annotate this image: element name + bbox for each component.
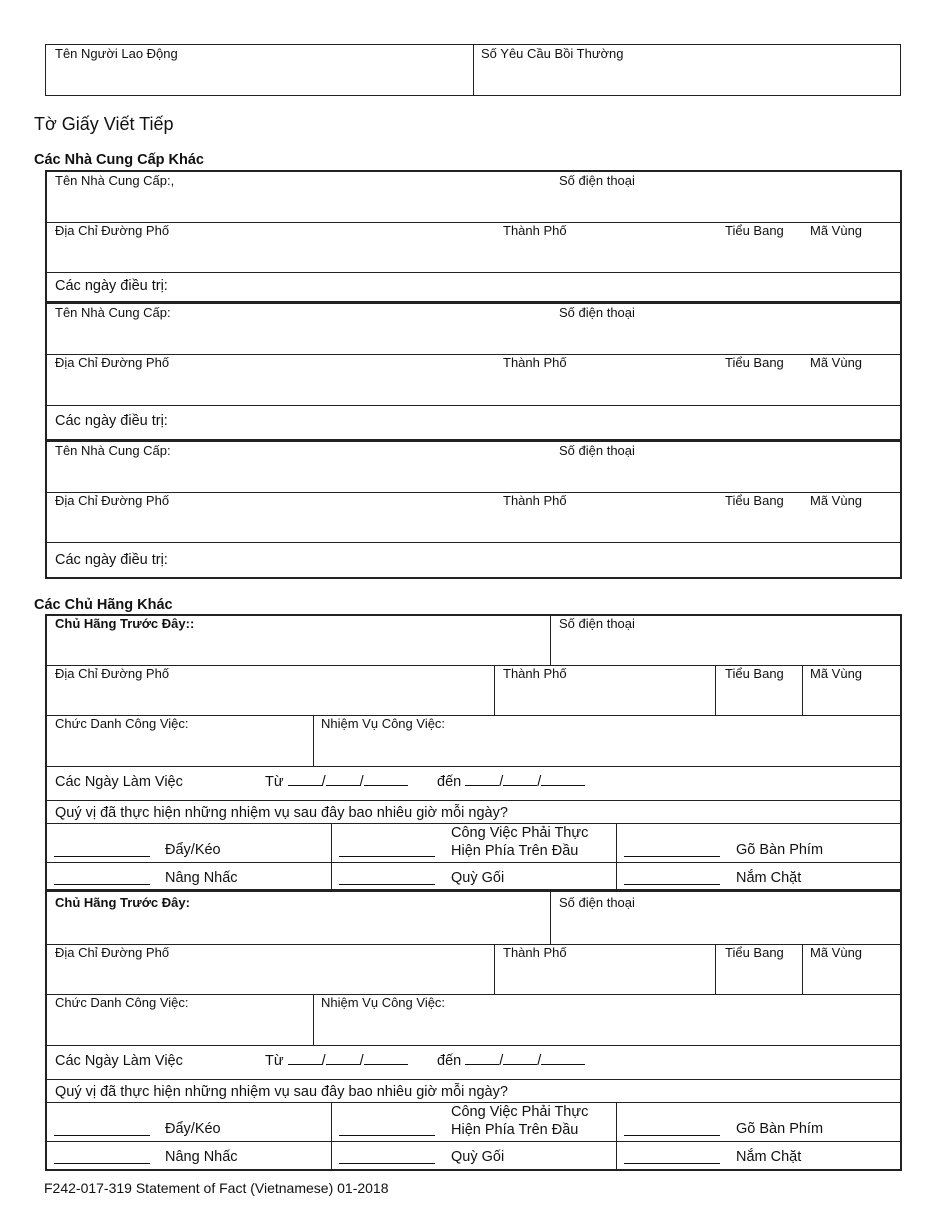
employer-zip-label: Mã Vùng [810, 945, 863, 960]
work-dates-to[interactable]: đến / / [437, 1053, 585, 1069]
lifting-hours[interactable] [54, 873, 150, 885]
providers-section-title: Các Nhà Cung Cấp Khác [34, 152, 204, 168]
employer-state-label: Tiểu Bang [725, 945, 784, 960]
task-keyboard: Gõ Bàn Phím [736, 842, 824, 858]
row-divider [46, 1045, 901, 1046]
provider-street-label: Địa Chỉ Đường Phố [55, 223, 170, 238]
hours-question: Quý vị đã thực hiện những nhiệm vụ sau đây bao nhiêu giờ mỗi ngày? [55, 1084, 508, 1100]
provider-state-label: Tiểu Bang [725, 223, 784, 238]
job-duties-label: Nhiệm Vụ Công Việc: [321, 716, 446, 731]
job-title-label: Chức Danh Công Việc: [55, 995, 189, 1010]
employer-street-label: Địa Chỉ Đường Phố [55, 666, 170, 681]
task-push-pull: Đẩy/Kéo [165, 1121, 221, 1137]
task-kneeling: Quỳ Gối [451, 870, 505, 886]
task-lifting: Nâng Nhấc [165, 1149, 238, 1165]
kneeling-hours[interactable] [339, 873, 435, 885]
job-duties-label: Nhiệm Vụ Công Việc: [321, 995, 446, 1010]
provider-dates-label: Các ngày điều trị: [55, 413, 168, 429]
row-divider [46, 800, 901, 801]
employer-label: Chủ Hãng Trước Đây: [55, 895, 190, 910]
provider-name-label: Tên Nhà Cung Cấp:, [55, 173, 175, 188]
provider-zip-label: Mã Vùng [810, 355, 863, 370]
provider-name-label: Tên Nhà Cung Cấp: [55, 305, 171, 320]
employer-label: Chủ Hãng Trước Đây:: [55, 616, 195, 631]
provider-name-label: Tên Nhà Cung Cấp: [55, 443, 171, 458]
provider-city-label: Thành Phố [503, 493, 567, 508]
provider-phone-label: Số điện thoại [559, 305, 635, 320]
task-push-pull: Đẩy/Kéo [165, 842, 221, 858]
provider-city-label: Thành Phố [503, 355, 567, 370]
provider-dates-field[interactable] [46, 273, 901, 300]
overhead-hours[interactable] [339, 845, 435, 857]
worker-name-label: Tên Người Lao Động [55, 46, 178, 61]
grasping-hours[interactable] [624, 1152, 720, 1164]
employer-city-label: Thành Phố [503, 945, 567, 960]
provider-dates-label: Các ngày điều trị: [55, 552, 168, 568]
employer-phone-label: Số điện thoại [559, 895, 635, 910]
provider-city-label: Thành Phố [503, 223, 567, 238]
employer-phone-label: Số điện thoại [559, 616, 635, 631]
job-title-label: Chức Danh Công Việc: [55, 716, 189, 731]
provider-zip-label: Mã Vùng [810, 223, 863, 238]
provider-phone-label: Số điện thoại [559, 443, 635, 458]
provider-dates-field[interactable] [46, 406, 901, 438]
hours-question: Quý vị đã thực hiện những nhiệm vụ sau đây bao nhiêu giờ mỗi ngày? [55, 805, 508, 821]
task-kneeling: Quỳ Gối [451, 1149, 505, 1165]
task-keyboard: Gõ Bàn Phím [736, 1121, 824, 1137]
lifting-hours[interactable] [54, 1152, 150, 1164]
employer-street-label: Địa Chỉ Đường Phố [55, 945, 170, 960]
provider-state-label: Tiểu Bang [725, 493, 784, 508]
employer-city-label: Thành Phố [503, 666, 567, 681]
grasping-hours[interactable] [624, 873, 720, 885]
push-pull-hours[interactable] [54, 1124, 150, 1136]
col-divider [331, 1102, 332, 1170]
keyboard-hours[interactable] [624, 1124, 720, 1136]
work-dates-label: Các Ngày Làm Việc [55, 774, 183, 790]
push-pull-hours[interactable] [54, 845, 150, 857]
task-lifting: Nâng Nhấc [165, 870, 238, 886]
form-footer-id: F242-017-319 Statement of Fact (Vietnamese) 01-2018 [44, 1180, 389, 1196]
work-dates-from[interactable]: Từ / / [265, 774, 408, 790]
block-divider [46, 889, 901, 892]
work-dates-label: Các Ngày Làm Việc [55, 1053, 183, 1069]
keyboard-hours[interactable] [624, 845, 720, 857]
row-divider [46, 1079, 901, 1080]
task-overhead: Công Việc Phải Thực Hiện Phía Trên Đầu [451, 825, 589, 859]
overhead-hours[interactable] [339, 1124, 435, 1136]
provider-dates-field[interactable] [46, 543, 901, 577]
row-divider [46, 862, 901, 863]
provider-zip-label: Mã Vùng [810, 493, 863, 508]
provider-phone-label: Số điện thoại [559, 173, 635, 188]
task-grasping: Nắm Chặt [736, 1149, 802, 1165]
provider-street-label: Địa Chỉ Đường Phố [55, 493, 170, 508]
work-dates-from[interactable]: Từ / / [265, 1053, 408, 1069]
row-divider [46, 1141, 901, 1142]
row-divider [46, 766, 901, 767]
employers-section-title: Các Chủ Hãng Khác [34, 597, 173, 613]
col-divider [616, 823, 617, 889]
provider-state-label: Tiểu Bang [725, 355, 784, 370]
employer-state-label: Tiểu Bang [725, 666, 784, 681]
provider-dates-label: Các ngày điều trị: [55, 278, 168, 294]
page-title: Tờ Giấy Viết Tiếp [34, 114, 174, 134]
provider-street-label: Địa Chỉ Đường Phố [55, 355, 170, 370]
task-overhead: Công Việc Phải Thực Hiện Phía Trên Đầu [451, 1104, 589, 1138]
col-divider [616, 1102, 617, 1170]
work-dates-to[interactable]: đến / / [437, 774, 585, 790]
employer-zip-label: Mã Vùng [810, 666, 863, 681]
col-divider [331, 823, 332, 889]
task-grasping: Nắm Chặt [736, 870, 802, 886]
kneeling-hours[interactable] [339, 1152, 435, 1164]
claim-number-label: Số Yêu Cầu Bồi Thường [481, 46, 624, 61]
